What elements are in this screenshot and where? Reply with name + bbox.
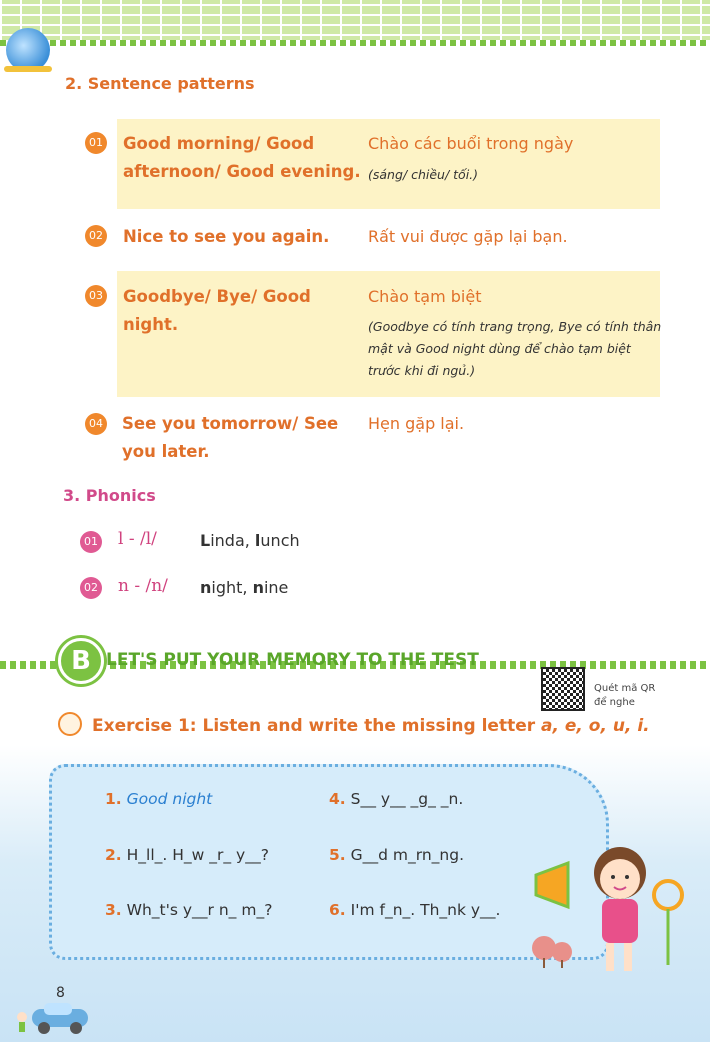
section-heading-sentence-patterns: 2. Sentence patterns [65, 74, 255, 93]
page-number: 8 [56, 985, 65, 1001]
exercise-item-3[interactable]: 3. Wh_t's y__r n_ m_? [105, 901, 273, 919]
pattern-vietnamese-1: Chào các buổi trong ngày [368, 134, 574, 153]
tree-decoration [530, 930, 580, 970]
phonics-examples-1: Linda, lunch [200, 531, 300, 550]
phonics-examples-2: night, nine [200, 578, 289, 597]
pattern-english-2: Nice to see you again. [123, 227, 330, 246]
globe-stand-icon [4, 66, 52, 72]
pattern-number-1: 01 [85, 132, 107, 154]
pattern-number-2: 02 [85, 225, 107, 247]
car-icon [14, 995, 94, 1035]
section-b-title: LET'S PUT YOUR MEMORY TO THE TEST [106, 650, 479, 670]
exercise-1-title: Exercise 1: Listen and write the missing letter a, e, o, u, i. [92, 716, 650, 736]
pattern-english-4: See you tomorrow/ See you later. [122, 414, 339, 461]
pattern-english-1: Good morning/ Good afternoon/ Good evening. [123, 134, 361, 181]
phonics-number-2: 02 [80, 577, 102, 599]
pattern-note-3: (Goodbye có tính trang trọng, Bye có tính thân mật và Good night dùng để chào tạm biệt trước khi đi ngủ.) [368, 319, 662, 378]
exercise-item-4[interactable]: 4. S__ y__ _g_ _n. [329, 790, 464, 808]
section-heading-phonics: 3. Phonics [63, 486, 156, 505]
pattern-vietnamese-4: Hẹn gặp lại. [368, 414, 465, 433]
pattern-number-3: 03 [85, 285, 107, 307]
exercise-item-2[interactable]: 2. H_ll_. H_w _r_ y__? [105, 846, 269, 864]
qr-code-icon[interactable] [541, 667, 585, 711]
exercise-item-6[interactable]: 6. I'm f_n_. Th_nk y__. [329, 901, 501, 919]
exercise-item-5[interactable]: 5. G__d m_rn_ng. [329, 846, 465, 864]
pattern-vietnamese-2: Rất vui được gặp lại bạn. [368, 227, 568, 246]
headphones-icon [58, 712, 82, 736]
phonics-symbol-1: l - /l/ [118, 529, 157, 549]
pattern-note-1: (sáng/ chiều/ tối.) [368, 167, 479, 182]
exercise-item-1: 1. Good night [105, 790, 213, 808]
qr-caption: Quét mã QR để nghe [594, 683, 656, 708]
phonics-symbol-2: n - /n/ [118, 576, 168, 596]
pattern-vietnamese-3: Chào tạm biệt [368, 287, 482, 306]
header-divider [0, 40, 710, 46]
pattern-english-3: Goodbye/ Bye/ Good night. [123, 287, 311, 334]
pattern-number-4: 04 [85, 413, 107, 435]
phonics-number-1: 01 [80, 531, 102, 553]
section-b-badge: B [58, 638, 104, 684]
